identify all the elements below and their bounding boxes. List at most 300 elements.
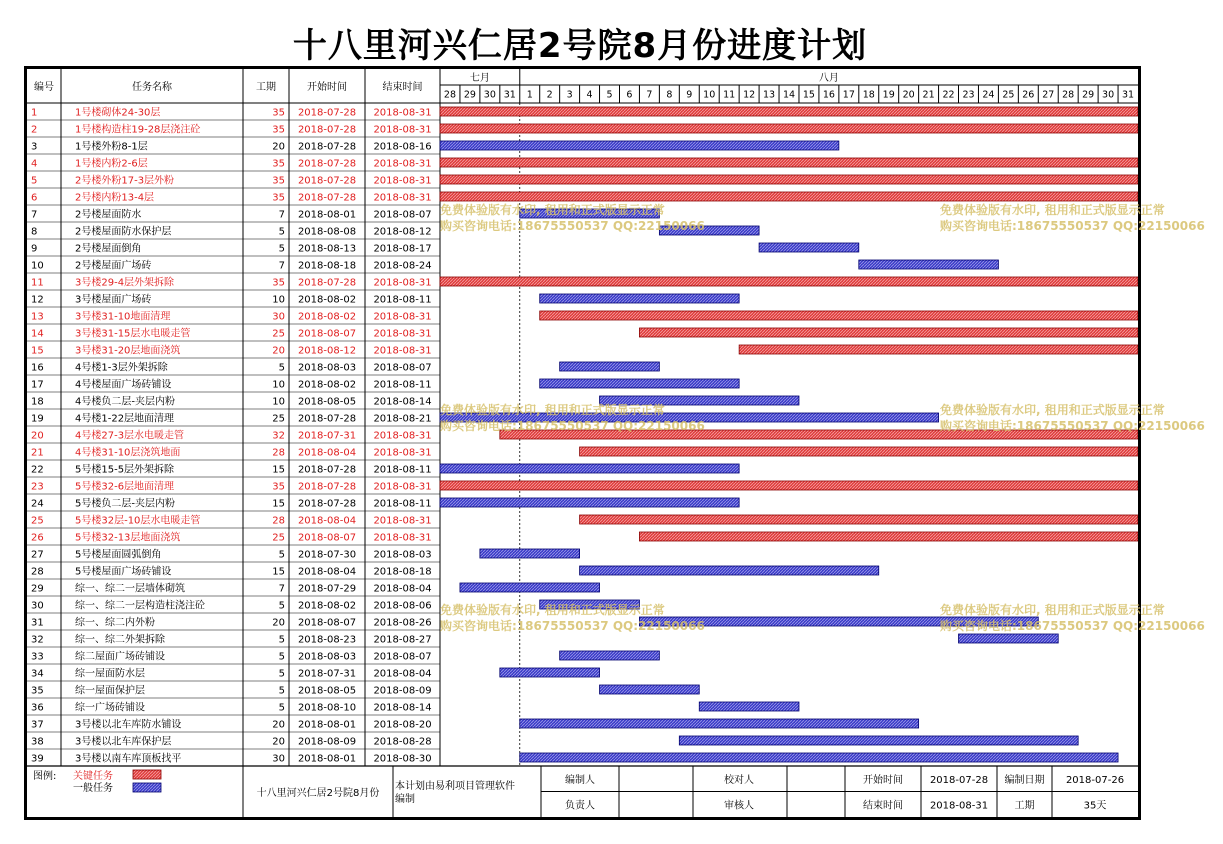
task-end: 2018-08-17 bbox=[373, 243, 432, 255]
footer-label: 编制日期 bbox=[1004, 774, 1045, 786]
day-label: 18 bbox=[862, 89, 875, 101]
task-duration: 5 bbox=[278, 362, 285, 374]
task-duration: 20 bbox=[272, 719, 285, 731]
task-name: 综一屋面防水层 bbox=[75, 668, 145, 680]
task-duration: 30 bbox=[272, 753, 285, 765]
task-end: 2018-08-31 bbox=[373, 192, 432, 204]
task-name: 综一广场砖铺设 bbox=[75, 702, 145, 714]
task-id: 27 bbox=[31, 549, 44, 561]
day-label: 23 bbox=[962, 89, 975, 101]
legend-critical-label: 关键任务 bbox=[73, 771, 113, 782]
gantt-bar bbox=[959, 634, 1059, 643]
task-start: 2018-07-31 bbox=[297, 668, 357, 680]
task-duration: 7 bbox=[278, 260, 285, 272]
task-duration: 35 bbox=[272, 107, 285, 119]
watermark-text: 免费体验版有水印, 租用和正式版显示正常 购买咨询电话:18675550537 QQ:22150066 bbox=[940, 403, 1205, 433]
gantt-bar bbox=[560, 651, 660, 660]
page-title: 十八里河兴仁居2号院8月份进度计划 bbox=[292, 26, 868, 66]
watermark-text: 免费体验版有水印, 租用和正式版显示正常 购买咨询电话:18675550537 QQ:22150066 bbox=[440, 203, 705, 233]
legend-title: 图例: bbox=[33, 771, 57, 782]
day-label: 5 bbox=[606, 89, 613, 101]
column-header: 结束时间 bbox=[382, 82, 423, 93]
task-start: 2018-08-07 bbox=[297, 328, 357, 340]
watermark-text: 免费体验版有水印, 租用和正式版显示正常 购买咨询电话:18675550537 QQ:22150066 bbox=[940, 203, 1205, 233]
task-id: 34 bbox=[31, 668, 44, 680]
task-id: 9 bbox=[31, 243, 38, 255]
task-name: 4号楼1-3层外架拆除 bbox=[75, 362, 168, 374]
task-name: 3号楼以南车库顶板找平 bbox=[75, 753, 182, 765]
watermark-text: 免费体验版有水印, 租用和正式版显示正常 购买咨询电话:18675550537 QQ:22150066 bbox=[940, 603, 1205, 633]
task-id: 3 bbox=[31, 141, 38, 153]
task-duration: 32 bbox=[272, 430, 285, 442]
task-start: 2018-07-31 bbox=[297, 430, 357, 442]
task-end: 2018-08-11 bbox=[373, 294, 432, 306]
day-label: 24 bbox=[982, 89, 995, 101]
task-duration: 35 bbox=[272, 481, 285, 493]
task-start: 2018-08-05 bbox=[297, 396, 357, 408]
footer-label: 负责人 bbox=[565, 800, 595, 812]
gantt-bar bbox=[540, 294, 739, 303]
task-start: 2018-08-23 bbox=[297, 634, 357, 646]
gantt-bar bbox=[520, 753, 1118, 762]
gantt-bar bbox=[540, 379, 739, 388]
task-id: 33 bbox=[31, 651, 44, 663]
task-name: 5号楼32层-10层水电暖走管 bbox=[75, 515, 201, 527]
task-duration: 10 bbox=[272, 396, 285, 408]
task-duration: 25 bbox=[272, 532, 285, 544]
gantt-bar bbox=[739, 345, 1138, 354]
task-name: 综一、综二外架拆除 bbox=[75, 634, 165, 646]
task-start: 2018-08-04 bbox=[297, 447, 357, 459]
gantt-bar bbox=[580, 515, 1138, 524]
gantt-bar bbox=[540, 311, 1138, 320]
task-end: 2018-08-31 bbox=[373, 481, 432, 493]
task-start: 2018-07-28 bbox=[297, 481, 357, 493]
task-duration: 10 bbox=[272, 379, 285, 391]
column-header: 工期 bbox=[256, 82, 276, 93]
day-label: 2 bbox=[546, 89, 553, 101]
task-duration: 7 bbox=[278, 583, 285, 595]
footer-value: 35天 bbox=[1083, 800, 1107, 812]
task-id: 39 bbox=[31, 753, 44, 765]
task-name: 3号楼31-20层地面浇筑 bbox=[75, 345, 181, 357]
gantt-bar bbox=[679, 736, 1078, 745]
gantt-bar bbox=[440, 277, 1138, 286]
gantt-bar bbox=[520, 719, 919, 728]
task-end: 2018-08-31 bbox=[373, 124, 432, 136]
task-name: 2号楼外粉17-3层外粉 bbox=[75, 175, 175, 187]
task-start: 2018-08-10 bbox=[297, 702, 357, 714]
task-end: 2018-08-03 bbox=[373, 549, 432, 561]
task-id: 29 bbox=[31, 583, 44, 595]
column-header: 任务名称 bbox=[132, 82, 172, 93]
task-start: 2018-07-28 bbox=[297, 124, 357, 136]
task-duration: 35 bbox=[272, 124, 285, 136]
task-end: 2018-08-31 bbox=[373, 311, 432, 323]
gantt-bar bbox=[500, 668, 600, 677]
day-label: 28 bbox=[1062, 89, 1075, 101]
gantt-bar bbox=[440, 124, 1138, 133]
day-label: 15 bbox=[802, 89, 815, 101]
task-end: 2018-08-06 bbox=[373, 600, 432, 612]
task-id: 15 bbox=[31, 345, 44, 357]
gantt-bar bbox=[639, 532, 1138, 541]
task-end: 2018-08-26 bbox=[373, 617, 432, 629]
gantt-bar bbox=[460, 583, 600, 592]
day-label: 21 bbox=[922, 89, 935, 101]
task-name: 5号楼15-5层外架拆除 bbox=[75, 464, 175, 476]
task-name: 3号楼以北车库保护层 bbox=[75, 736, 172, 748]
task-start: 2018-07-28 bbox=[297, 498, 357, 510]
task-name: 4号楼31-10层浇筑地面 bbox=[75, 447, 181, 459]
task-duration: 28 bbox=[272, 515, 285, 527]
task-start: 2018-07-28 bbox=[297, 107, 357, 119]
task-id: 36 bbox=[31, 702, 44, 714]
task-name: 5号楼屋面广场砖铺设 bbox=[75, 566, 172, 578]
task-name: 4号楼27-3层水电暖走管 bbox=[75, 430, 185, 442]
task-start: 2018-07-28 bbox=[297, 175, 357, 187]
task-name: 综一、综二内外粉 bbox=[75, 617, 155, 629]
footer-value: 2018-08-31 bbox=[929, 800, 989, 812]
task-id: 19 bbox=[31, 413, 44, 425]
task-id: 26 bbox=[31, 532, 44, 544]
task-end: 2018-08-12 bbox=[373, 226, 432, 238]
task-start: 2018-07-28 bbox=[297, 277, 357, 289]
task-start: 2018-08-07 bbox=[297, 617, 357, 629]
task-end: 2018-08-18 bbox=[373, 566, 432, 578]
day-label: 27 bbox=[1042, 89, 1055, 101]
task-name: 2号楼内粉13-4层 bbox=[75, 192, 155, 204]
gantt-bar bbox=[580, 447, 1138, 456]
task-name: 5号楼32-13层地面浇筑 bbox=[75, 532, 181, 544]
task-start: 2018-08-01 bbox=[297, 209, 357, 221]
task-start: 2018-08-08 bbox=[297, 226, 357, 238]
day-label: 30 bbox=[483, 89, 496, 101]
task-duration: 25 bbox=[272, 328, 285, 340]
gantt-bar bbox=[440, 192, 1138, 201]
task-name: 3号楼29-4层外架拆除 bbox=[75, 277, 175, 289]
task-end: 2018-08-04 bbox=[373, 583, 432, 595]
task-duration: 20 bbox=[272, 617, 285, 629]
day-label: 22 bbox=[942, 89, 955, 101]
task-end: 2018-08-31 bbox=[373, 345, 432, 357]
task-name: 2号楼屋面防水 bbox=[75, 209, 142, 221]
day-label: 12 bbox=[743, 89, 756, 101]
task-start: 2018-07-30 bbox=[297, 549, 357, 561]
task-start: 2018-08-02 bbox=[297, 311, 357, 323]
task-end: 2018-08-28 bbox=[373, 736, 432, 748]
task-id: 2 bbox=[31, 124, 38, 136]
day-label: 14 bbox=[782, 89, 796, 101]
task-name: 综一、综二一层构造柱浇注砼 bbox=[75, 600, 205, 612]
gantt-bar bbox=[560, 362, 660, 371]
task-end: 2018-08-04 bbox=[373, 668, 432, 680]
task-start: 2018-08-09 bbox=[297, 736, 357, 748]
task-start: 2018-07-28 bbox=[297, 192, 357, 204]
task-duration: 30 bbox=[272, 311, 285, 323]
task-end: 2018-08-11 bbox=[373, 464, 432, 476]
task-id: 18 bbox=[31, 396, 44, 408]
footer-label: 结束时间 bbox=[863, 800, 903, 812]
gantt-bar bbox=[759, 243, 859, 252]
footer-note: 本计划由易利项目管理软件 bbox=[395, 781, 515, 792]
task-end: 2018-08-27 bbox=[373, 634, 432, 646]
task-duration: 25 bbox=[272, 413, 285, 425]
task-id: 37 bbox=[31, 719, 44, 731]
task-name: 综一、综二一层墙体砌筑 bbox=[75, 583, 185, 595]
gantt-bar bbox=[699, 702, 799, 711]
task-start: 2018-07-28 bbox=[297, 464, 357, 476]
task-id: 11 bbox=[31, 277, 44, 289]
gantt-bar bbox=[440, 141, 839, 150]
task-end: 2018-08-31 bbox=[373, 107, 432, 119]
task-duration: 15 bbox=[272, 566, 285, 578]
gantt-bar bbox=[440, 481, 1138, 490]
task-id: 21 bbox=[31, 447, 44, 459]
gantt-chart bbox=[27, 69, 1138, 817]
task-id: 31 bbox=[31, 617, 44, 629]
task-start: 2018-07-29 bbox=[297, 583, 357, 595]
task-end: 2018-08-31 bbox=[373, 158, 432, 170]
column-header: 开始时间 bbox=[307, 82, 347, 93]
task-duration: 35 bbox=[272, 277, 285, 289]
task-start: 2018-08-01 bbox=[297, 719, 357, 731]
month-label: 八月 bbox=[818, 73, 839, 84]
task-start: 2018-08-02 bbox=[297, 294, 357, 306]
day-label: 20 bbox=[902, 89, 915, 101]
task-end: 2018-08-20 bbox=[373, 719, 432, 731]
task-end: 2018-08-31 bbox=[373, 277, 432, 289]
task-duration: 5 bbox=[278, 668, 285, 680]
day-label: 19 bbox=[882, 89, 895, 101]
task-id: 17 bbox=[31, 379, 44, 391]
footer-label: 工期 bbox=[1014, 800, 1035, 812]
task-start: 2018-08-05 bbox=[297, 685, 357, 697]
task-name: 4号楼屋面广场砖铺设 bbox=[75, 379, 172, 391]
task-id: 35 bbox=[31, 685, 44, 697]
task-start: 2018-08-01 bbox=[297, 753, 357, 765]
gantt-bar bbox=[440, 464, 739, 473]
task-end: 2018-08-07 bbox=[373, 209, 432, 221]
task-start: 2018-08-02 bbox=[297, 379, 357, 391]
task-duration: 35 bbox=[272, 158, 285, 170]
task-duration: 35 bbox=[272, 192, 285, 204]
footer-note: 编制 bbox=[395, 794, 415, 805]
task-name: 4号楼1-22层地面清理 bbox=[75, 413, 175, 425]
day-label: 1 bbox=[526, 89, 533, 101]
day-label: 3 bbox=[566, 89, 573, 101]
task-start: 2018-07-28 bbox=[297, 413, 357, 425]
task-end: 2018-08-31 bbox=[373, 175, 432, 187]
task-name: 5号楼32-6层地面清理 bbox=[75, 481, 175, 493]
day-label: 28 bbox=[443, 89, 457, 101]
footer-label: 审核人 bbox=[724, 800, 754, 812]
task-id: 24 bbox=[31, 498, 44, 510]
task-duration: 28 bbox=[272, 447, 285, 459]
task-name: 综一屋面保护层 bbox=[75, 685, 145, 697]
task-duration: 5 bbox=[278, 243, 285, 255]
gantt-frame bbox=[24, 66, 1141, 820]
task-duration: 5 bbox=[278, 702, 285, 714]
task-id: 25 bbox=[31, 515, 44, 527]
task-id: 22 bbox=[31, 464, 44, 476]
task-start: 2018-08-03 bbox=[297, 362, 357, 374]
task-name: 5号楼屋面圆弧倒角 bbox=[75, 549, 162, 561]
task-start: 2018-08-13 bbox=[297, 243, 357, 255]
task-id: 32 bbox=[31, 634, 44, 646]
task-name: 1号楼内粉2-6层 bbox=[75, 158, 148, 170]
task-duration: 5 bbox=[278, 600, 285, 612]
task-duration: 5 bbox=[278, 685, 285, 697]
task-end: 2018-08-14 bbox=[373, 396, 432, 408]
task-name: 3号楼31-10地面清理 bbox=[75, 311, 171, 323]
task-duration: 5 bbox=[278, 651, 285, 663]
day-label: 31 bbox=[1121, 89, 1135, 101]
gantt-bar bbox=[540, 600, 640, 609]
gantt-bar bbox=[600, 396, 799, 405]
task-id: 30 bbox=[31, 600, 44, 612]
day-label: 8 bbox=[666, 89, 673, 101]
task-duration: 35 bbox=[272, 175, 285, 187]
legend-normal-swatch bbox=[133, 783, 161, 792]
task-id: 4 bbox=[31, 158, 38, 170]
task-id: 28 bbox=[31, 566, 44, 578]
watermark-text: 免费体验版有水印, 租用和正式版显示正常 购买咨询电话:18675550537 QQ:22150066 bbox=[440, 603, 705, 633]
task-end: 2018-08-07 bbox=[373, 651, 432, 663]
task-duration: 10 bbox=[272, 294, 285, 306]
task-name: 1号楼构造柱19-28层浇注砼 bbox=[75, 124, 201, 136]
task-id: 23 bbox=[31, 481, 44, 493]
task-name: 2号楼屋面防水保护层 bbox=[75, 226, 172, 238]
task-duration: 20 bbox=[272, 345, 285, 357]
task-end: 2018-08-07 bbox=[373, 362, 432, 374]
month-label: 七月 bbox=[469, 73, 490, 84]
task-end: 2018-08-31 bbox=[373, 328, 432, 340]
task-end: 2018-08-31 bbox=[373, 515, 432, 527]
day-label: 7 bbox=[646, 89, 653, 101]
task-id: 12 bbox=[31, 294, 44, 306]
gantt-bar bbox=[580, 566, 879, 575]
gantt-bar bbox=[500, 430, 1138, 439]
task-start: 2018-07-28 bbox=[297, 158, 357, 170]
task-duration: 20 bbox=[272, 141, 285, 153]
task-end: 2018-08-11 bbox=[373, 498, 432, 510]
task-start: 2018-08-04 bbox=[297, 515, 357, 527]
task-name: 1号楼外粉8-1层 bbox=[75, 141, 148, 153]
task-name: 1号楼砌体24-30层 bbox=[75, 107, 161, 119]
gantt-bar bbox=[480, 549, 580, 558]
day-label: 10 bbox=[703, 89, 716, 101]
task-duration: 5 bbox=[278, 634, 285, 646]
day-label: 16 bbox=[822, 89, 835, 101]
task-name: 综二屋面广场砖铺设 bbox=[75, 651, 165, 663]
task-end: 2018-08-24 bbox=[373, 260, 432, 272]
footer-project-name: 十八里河兴仁居2号院8月份 bbox=[256, 788, 380, 799]
gantt-bar bbox=[600, 685, 700, 694]
task-id: 7 bbox=[31, 209, 38, 221]
task-id: 38 bbox=[31, 736, 44, 748]
task-end: 2018-08-31 bbox=[373, 447, 432, 459]
task-name: 5号楼负二层-夹层内粉 bbox=[75, 498, 175, 510]
gantt-bar bbox=[639, 617, 1038, 626]
gantt-bar bbox=[440, 158, 1138, 167]
gantt-bar bbox=[440, 107, 1138, 116]
day-label: 4 bbox=[586, 89, 593, 101]
gantt-bar bbox=[440, 175, 1138, 184]
task-end: 2018-08-11 bbox=[373, 379, 432, 391]
task-id: 13 bbox=[31, 311, 44, 323]
day-label: 31 bbox=[503, 89, 516, 101]
task-duration: 15 bbox=[272, 498, 285, 510]
task-end: 2018-08-31 bbox=[373, 532, 432, 544]
footer-label: 校对人 bbox=[724, 774, 754, 786]
footer-label: 开始时间 bbox=[863, 774, 903, 786]
gantt-bar bbox=[440, 498, 739, 507]
day-label: 6 bbox=[626, 89, 633, 101]
footer-label: 编制人 bbox=[565, 774, 595, 786]
footer-value: 2018-07-26 bbox=[1065, 774, 1125, 786]
task-start: 2018-08-18 bbox=[297, 260, 357, 272]
task-start: 2018-08-04 bbox=[297, 566, 357, 578]
legend-critical-swatch bbox=[133, 770, 161, 779]
task-end: 2018-08-09 bbox=[373, 685, 432, 697]
task-end: 2018-08-31 bbox=[373, 430, 432, 442]
footer-value: 2018-07-28 bbox=[929, 774, 989, 786]
task-name: 2号楼屋面倒角 bbox=[75, 243, 142, 255]
task-name: 3号楼以北车库防水铺设 bbox=[75, 719, 182, 731]
day-label: 17 bbox=[842, 89, 855, 101]
column-header: 编号 bbox=[34, 82, 54, 93]
task-id: 14 bbox=[31, 328, 44, 340]
day-label: 29 bbox=[463, 89, 476, 101]
task-start: 2018-08-12 bbox=[297, 345, 357, 357]
day-label: 30 bbox=[1102, 89, 1115, 101]
task-id: 1 bbox=[31, 107, 38, 119]
day-label: 25 bbox=[1002, 89, 1015, 101]
gantt-bar bbox=[639, 328, 1138, 337]
day-label: 29 bbox=[1082, 89, 1095, 101]
task-name: 2号楼屋面广场砖 bbox=[75, 260, 152, 272]
task-duration: 5 bbox=[278, 226, 285, 238]
legend-normal-label: 一般任务 bbox=[73, 783, 113, 794]
task-id: 16 bbox=[31, 362, 44, 374]
task-name: 3号楼31-15层水电暖走管 bbox=[75, 328, 191, 340]
task-duration: 15 bbox=[272, 464, 285, 476]
day-label: 26 bbox=[1022, 89, 1035, 101]
task-id: 20 bbox=[31, 430, 44, 442]
task-id: 6 bbox=[31, 192, 38, 204]
day-label: 11 bbox=[723, 89, 736, 101]
task-id: 8 bbox=[31, 226, 38, 238]
task-end: 2018-08-30 bbox=[373, 753, 432, 765]
task-start: 2018-07-28 bbox=[297, 141, 357, 153]
day-label: 13 bbox=[763, 89, 776, 101]
task-id: 10 bbox=[31, 260, 44, 272]
task-name: 3号楼屋面广场砖 bbox=[75, 294, 152, 306]
gantt-bar bbox=[520, 209, 660, 218]
task-duration: 7 bbox=[278, 209, 285, 221]
gantt-bar bbox=[659, 226, 759, 235]
gantt-bar bbox=[440, 413, 939, 422]
task-end: 2018-08-16 bbox=[373, 141, 432, 153]
task-name: 4号楼负二层-夹层内粉 bbox=[75, 396, 175, 408]
task-end: 2018-08-14 bbox=[373, 702, 432, 714]
task-start: 2018-08-02 bbox=[297, 600, 357, 612]
gantt-bar bbox=[859, 260, 999, 269]
task-end: 2018-08-21 bbox=[373, 413, 432, 425]
day-label: 9 bbox=[686, 89, 693, 101]
task-start: 2018-08-03 bbox=[297, 651, 357, 663]
